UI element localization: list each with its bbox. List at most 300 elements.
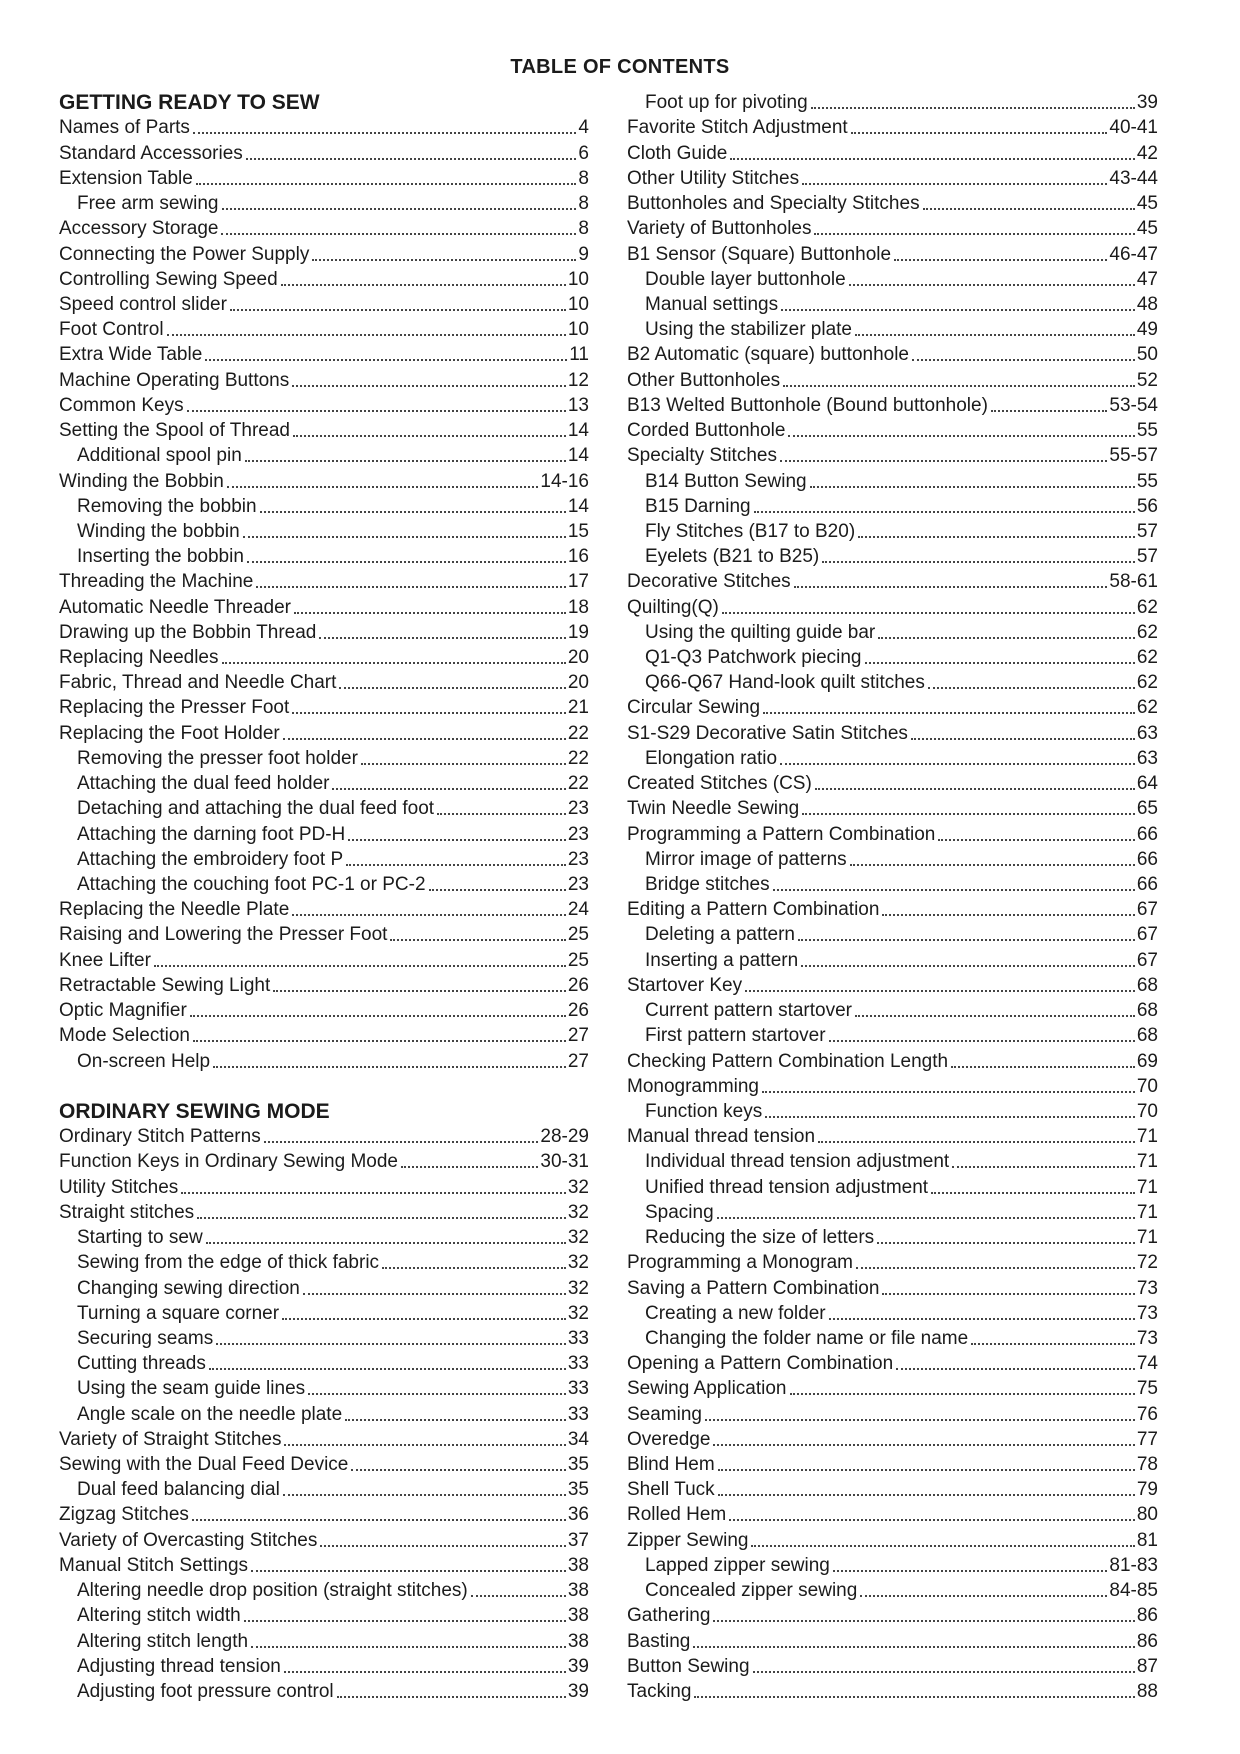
toc-subentry[interactable] (627, 316, 1158, 341)
toc-entry-page: 84-85 (1109, 1580, 1158, 1602)
dot-leader (283, 738, 566, 740)
toc-entry-page: 71 (1136, 1176, 1158, 1198)
toc-entry-label: Straight stitches (59, 1201, 195, 1223)
toc-column-right (627, 89, 1158, 1703)
toc-entry[interactable] (627, 139, 1158, 164)
toc-subentry[interactable] (59, 1577, 589, 1602)
toc-entry-page: 28-29 (540, 1126, 589, 1148)
toc-entry-page: 39 (567, 1655, 589, 1677)
toc-entry[interactable] (627, 1602, 1158, 1627)
toc-entry-label: On-screen Help (77, 1050, 211, 1072)
dot-leader (308, 1393, 566, 1395)
toc-entry-page: 67 (1136, 924, 1158, 946)
toc-entry-label: Foot Control (59, 319, 164, 341)
toc-entry[interactable] (59, 997, 589, 1022)
toc-entry-label: Automatic Needle Threader (59, 596, 291, 618)
toc-subentry[interactable] (627, 619, 1158, 644)
toc-entry[interactable] (59, 946, 589, 971)
toc-subentry[interactable] (627, 1098, 1158, 1123)
toc-entry[interactable] (627, 1274, 1158, 1299)
toc-entry-label: Utility Stitches (59, 1176, 179, 1198)
toc-subentry[interactable] (59, 745, 589, 770)
toc-subentry[interactable] (627, 291, 1158, 316)
dot-leader (931, 1192, 1135, 1194)
dot-leader (745, 990, 1135, 992)
toc-subentry[interactable] (59, 1476, 589, 1501)
toc-entry-label: Angle scale on the needle plate (77, 1403, 343, 1425)
toc-entry[interactable] (59, 467, 589, 492)
dot-leader (860, 1595, 1107, 1597)
toc-subentry[interactable] (59, 1047, 589, 1072)
toc-entry-label: Drawing up the Bobbin Thread (59, 621, 317, 643)
toc-subentry[interactable] (59, 190, 589, 215)
toc-entry[interactable] (59, 694, 589, 719)
toc-entry-label: Button Sewing (627, 1655, 750, 1677)
toc-subentry[interactable] (59, 518, 589, 543)
toc-entry-page: 73 (1136, 1302, 1158, 1324)
dot-leader (294, 612, 566, 614)
toc-entry-page: 23 (567, 874, 589, 895)
toc-entry[interactable] (59, 139, 589, 164)
toc-subentry[interactable] (627, 745, 1158, 770)
toc-entry-label: B14 Button Sewing (645, 470, 807, 492)
dot-leader (794, 586, 1108, 588)
toc-entry[interactable] (627, 770, 1158, 795)
toc-subentry[interactable] (59, 1224, 589, 1249)
toc-entry-page: 26 (567, 1000, 589, 1022)
toc-entry-page: 81 (1136, 1529, 1158, 1551)
toc-entry-page: 71 (1136, 1151, 1158, 1173)
toc-subentry[interactable] (59, 1400, 589, 1425)
toc-subentry[interactable] (59, 846, 589, 871)
toc-entry-label: Twin Needle Sewing (627, 798, 800, 820)
toc-entry-label: Tacking (627, 1681, 692, 1702)
toc-subentry[interactable] (627, 1552, 1158, 1577)
toc-entry-label: Extra Wide Table (59, 344, 203, 366)
toc-entry-label: Unified thread tension adjustment (645, 1176, 929, 1198)
toc-entry[interactable] (59, 896, 589, 921)
dot-leader (781, 309, 1135, 311)
toc-entry-page: 39 (1136, 92, 1158, 114)
toc-entry-label: Checking Pattern Combination Length (627, 1050, 949, 1072)
dot-leader (811, 107, 1135, 109)
toc-entry-label: Created Stitches (CS) (627, 773, 812, 795)
toc-subentry[interactable] (627, 871, 1158, 896)
toc-subentry[interactable] (627, 1199, 1158, 1224)
toc-entry[interactable] (59, 1199, 589, 1224)
toc-subentry[interactable] (627, 1022, 1158, 1047)
toc-entry-page: 45 (1136, 218, 1158, 240)
section-heading-label: GETTING READY TO SEW (59, 91, 320, 115)
toc-subentry[interactable] (627, 1325, 1158, 1350)
toc-entry-page: 14 (567, 445, 589, 467)
dot-leader (730, 158, 1135, 160)
toc-subentry[interactable] (59, 493, 589, 518)
toc-entry-label: Favorite Stitch Adjustment (627, 117, 848, 139)
toc-subentry[interactable] (627, 493, 1158, 518)
dot-leader (245, 460, 566, 462)
toc-entry-label: Altering needle drop position (straight stitches) (77, 1580, 468, 1602)
toc-entry-page: 70 (1136, 1100, 1158, 1122)
toc-subentry[interactable] (627, 1173, 1158, 1198)
toc-entry-page: 8 (578, 218, 589, 240)
toc-entry-page: 70 (1136, 1075, 1158, 1097)
toc-entry-page: 8 (578, 193, 589, 215)
dot-leader (209, 1368, 566, 1370)
toc-entry-page: 32 (567, 1277, 589, 1299)
toc-entry[interactable] (627, 1678, 1158, 1703)
toc-entry-label: Threading the Machine (59, 571, 254, 593)
toc-entry-page: 62 (1136, 672, 1158, 694)
dot-leader (282, 1318, 566, 1320)
toc-entry[interactable] (627, 1526, 1158, 1551)
toc-entry-label: Winding the Bobbin (59, 470, 224, 492)
toc-subentry[interactable] (59, 820, 589, 845)
toc-entry[interactable] (59, 291, 589, 316)
toc-subentry[interactable] (627, 1577, 1158, 1602)
dot-leader (850, 864, 1135, 866)
dot-leader (991, 410, 1107, 412)
toc-entry[interactable] (59, 1426, 589, 1451)
toc-entry-page: 68 (1136, 1000, 1158, 1022)
toc-entry-label: Function Keys in Ordinary Sewing Mode (59, 1151, 398, 1173)
toc-subentry[interactable] (627, 997, 1158, 1022)
toc-entry-page: 50 (1136, 344, 1158, 366)
dot-leader (754, 511, 1135, 513)
toc-entry-page: 33 (567, 1353, 589, 1375)
toc-entry[interactable] (627, 240, 1158, 265)
dot-leader (293, 435, 566, 437)
toc-subentry[interactable] (59, 770, 589, 795)
dot-leader (780, 763, 1135, 765)
toc-entry-page: 80 (1136, 1504, 1158, 1526)
dot-leader (951, 1066, 1135, 1068)
dot-leader (833, 1570, 1108, 1572)
toc-subentry[interactable] (59, 795, 589, 820)
toc-subentry[interactable] (627, 518, 1158, 543)
toc-entry-page: 36 (567, 1504, 589, 1526)
toc-entry[interactable] (59, 921, 589, 946)
toc-entry-page: 14 (567, 495, 589, 517)
toc-entry-label: Decorative Stitches (627, 571, 791, 593)
toc-entry[interactable] (627, 568, 1158, 593)
toc-entry-page: 35 (567, 1454, 589, 1476)
toc-entry[interactable] (627, 215, 1158, 240)
dot-leader (894, 259, 1107, 261)
toc-entry[interactable] (59, 1148, 589, 1173)
toc-entry[interactable] (627, 1123, 1158, 1148)
toc-entry-page: 67 (1136, 899, 1158, 921)
toc-subentry[interactable] (59, 1602, 589, 1627)
toc-entry[interactable] (59, 568, 589, 593)
toc-entry-label: Common Keys (59, 394, 184, 416)
toc-subentry[interactable] (59, 1627, 589, 1652)
toc-subentry[interactable] (627, 946, 1158, 971)
toc-subentry[interactable] (627, 921, 1158, 946)
dot-leader (722, 612, 1135, 614)
toc-entry-label: Using the stabilizer plate (645, 319, 852, 341)
toc-entry[interactable] (59, 316, 589, 341)
toc-entry-label: Lapped zipper sewing (645, 1554, 830, 1576)
toc-entry[interactable] (59, 593, 589, 618)
toc-entry[interactable] (627, 1047, 1158, 1072)
toc-entry-page: 66 (1136, 823, 1158, 845)
toc-entry[interactable] (627, 896, 1158, 921)
toc-entry-label: Raising and Lowering the Presser Foot (59, 924, 388, 946)
toc-entry[interactable] (59, 669, 589, 694)
toc-entry-label: Cutting threads (77, 1353, 206, 1375)
toc-entry-page: 37 (567, 1529, 589, 1551)
dot-leader (878, 637, 1135, 639)
dot-leader (788, 435, 1134, 437)
toc-entry-label: Changing the folder name or file name (645, 1327, 969, 1349)
toc-entry-label: Retractable Sewing Light (59, 974, 271, 996)
dot-leader (822, 561, 1135, 563)
toc-entry[interactable] (627, 1653, 1158, 1678)
toc-entry[interactable] (59, 1501, 589, 1526)
toc-entry[interactable] (627, 820, 1158, 845)
toc-entry[interactable] (627, 190, 1158, 215)
toc-entry-label: Concealed zipper sewing (645, 1580, 858, 1602)
toc-entry-page: 27 (567, 1025, 589, 1047)
toc-entry-label: Accessory Storage (59, 218, 219, 240)
toc-subentry[interactable] (59, 1678, 589, 1703)
dot-leader (858, 536, 1135, 538)
toc-entry-page: 14-16 (540, 470, 589, 492)
toc-entry-label: Attaching the embroidery foot P (77, 848, 344, 870)
toc-entry-page: 22 (567, 773, 589, 795)
toc-subentry[interactable] (627, 669, 1158, 694)
toc-entry[interactable] (627, 114, 1158, 139)
toc-entry-label: Altering stitch width (77, 1605, 241, 1627)
toc-entry-label: B15 Darning (645, 495, 751, 517)
dot-leader (339, 687, 565, 689)
toc-entry-label: Replacing the Needle Plate (59, 899, 290, 921)
toc-entry-page: 35 (567, 1479, 589, 1501)
toc-entry[interactable] (59, 165, 589, 190)
dot-leader (814, 233, 1134, 235)
toc-entry-page: 78 (1136, 1454, 1158, 1476)
toc-entry-label: Individual thread tension adjustment (645, 1151, 950, 1173)
dot-leader (283, 1494, 566, 1496)
dot-leader (284, 1444, 565, 1446)
toc-entry[interactable] (627, 719, 1158, 744)
toc-entry-label: Winding the bobbin (77, 520, 240, 542)
dot-leader (346, 864, 566, 866)
dot-leader (694, 1696, 1134, 1698)
dot-leader (193, 132, 576, 134)
toc-column-left (59, 89, 589, 1703)
page-title: TABLE OF CONTENTS (510, 56, 730, 78)
toc-subentry[interactable] (627, 89, 1158, 114)
toc-entry-label: Q1-Q3 Patchwork piecing (645, 647, 862, 669)
dot-leader (401, 1166, 538, 1168)
toc-entry[interactable] (59, 366, 589, 391)
toc-entry-page: 17 (567, 571, 589, 593)
toc-entry[interactable] (627, 165, 1158, 190)
toc-subentry[interactable] (59, 1300, 589, 1325)
toc-entry-page: 32 (567, 1302, 589, 1324)
toc-entry-page: 23 (567, 823, 589, 845)
toc-entry-label: Using the seam guide lines (77, 1378, 306, 1400)
toc-entry-label: Attaching the darning foot PD-H (77, 823, 346, 845)
toc-entry-page: 21 (567, 697, 589, 719)
toc-subentry[interactable] (627, 543, 1158, 568)
toc-entry-label: Machine Operating Buttons (59, 369, 290, 391)
dot-leader (303, 1293, 566, 1295)
toc-entry-label: Zipper Sewing (627, 1529, 749, 1551)
toc-entry-label: Speed control slider (59, 293, 227, 315)
toc-subentry[interactable] (59, 871, 589, 896)
toc-entry[interactable] (59, 266, 589, 291)
toc-entry[interactable] (59, 341, 589, 366)
toc-entry[interactable] (627, 972, 1158, 997)
toc-subentry[interactable] (627, 846, 1158, 871)
toc-subentry[interactable] (627, 1300, 1158, 1325)
dot-leader (773, 889, 1135, 891)
toc-subentry[interactable] (59, 1249, 589, 1274)
toc-entry-label: Setting the Spool of Thread (59, 420, 290, 442)
toc-entry[interactable] (59, 619, 589, 644)
dot-leader (181, 1192, 566, 1194)
dot-leader (332, 788, 565, 790)
toc-subentry[interactable] (627, 1148, 1158, 1173)
toc-entry[interactable] (627, 1627, 1158, 1652)
toc-entry-page: 24 (567, 899, 589, 921)
toc-entry[interactable] (59, 1451, 589, 1476)
toc-entry-label: Connecting the Power Supply (59, 243, 310, 265)
toc-entry-label: Starting to sew (77, 1227, 203, 1249)
toc-entry-page: 64 (1136, 773, 1158, 795)
toc-entry[interactable] (627, 1501, 1158, 1526)
dot-leader (190, 1015, 566, 1017)
toc-subentry[interactable] (59, 1274, 589, 1299)
toc-entry[interactable] (59, 417, 589, 442)
toc-entry-page: 16 (567, 546, 589, 568)
toc-entry-page: 12 (567, 369, 589, 391)
dot-leader (206, 1242, 566, 1244)
toc-subentry[interactable] (627, 1224, 1158, 1249)
toc-entry[interactable] (59, 1552, 589, 1577)
toc-entry-label: Controlling Sewing Speed (59, 268, 278, 290)
toc-entry-label: Reducing the size of letters (645, 1227, 875, 1249)
dot-leader (693, 1646, 1134, 1648)
toc-subentry[interactable] (59, 1653, 589, 1678)
toc-entry[interactable] (59, 114, 589, 139)
toc-entry-label: Free arm sewing (77, 193, 219, 215)
dot-leader (251, 1570, 566, 1572)
dot-leader (751, 1545, 1134, 1547)
toc-subentry[interactable] (59, 1350, 589, 1375)
toc-entry[interactable] (627, 1400, 1158, 1425)
toc-entry[interactable] (59, 215, 589, 240)
dot-leader (246, 158, 577, 160)
toc-entry-label: Other Utility Stitches (627, 167, 800, 189)
toc-entry[interactable] (627, 1350, 1158, 1375)
dot-leader (361, 763, 566, 765)
toc-entry-label: Securing seams (77, 1327, 214, 1349)
toc-entry-page: 42 (1136, 142, 1158, 164)
toc-entry[interactable] (627, 1249, 1158, 1274)
toc-entry[interactable] (59, 240, 589, 265)
toc-subentry[interactable] (59, 1375, 589, 1400)
toc-entry-page: 25 (567, 949, 589, 971)
toc-entry[interactable] (59, 1526, 589, 1551)
toc-entry[interactable] (59, 1022, 589, 1047)
toc-subentry[interactable] (59, 442, 589, 467)
toc-entry[interactable] (627, 341, 1158, 366)
toc-entry-label: Removing the bobbin (77, 495, 257, 517)
toc-entry-page: 8 (578, 167, 589, 189)
dot-leader (292, 385, 566, 387)
toc-entry-page: 88 (1136, 1681, 1158, 1702)
toc-entry-page: 46-47 (1109, 243, 1158, 265)
toc-entry-page: 57 (1136, 546, 1158, 568)
toc-subentry[interactable] (59, 543, 589, 568)
dot-leader (345, 1419, 566, 1421)
toc-entry[interactable] (627, 1451, 1158, 1476)
dot-leader (260, 511, 566, 513)
section-heading-label: ORDINARY SEWING MODE (59, 1099, 330, 1123)
toc-entry-label: Additional spool pin (77, 445, 242, 467)
toc-entry[interactable] (627, 1073, 1158, 1098)
toc-entry[interactable] (627, 694, 1158, 719)
toc-entry[interactable] (59, 1173, 589, 1198)
toc-entry[interactable] (59, 972, 589, 997)
toc-entry[interactable] (627, 593, 1158, 618)
toc-entry[interactable] (627, 795, 1158, 820)
toc-entry[interactable] (627, 392, 1158, 417)
toc-entry-label: Optic Magnifier (59, 1000, 187, 1022)
toc-entry-label: Attaching the couching foot PC-1 or PC-2 (77, 874, 426, 895)
toc-entry-page: 49 (1136, 319, 1158, 341)
toc-entry[interactable] (59, 392, 589, 417)
toc-entry-page: 48 (1136, 293, 1158, 315)
toc-entry[interactable] (59, 1123, 589, 1148)
toc-entry[interactable] (627, 1426, 1158, 1451)
toc-entry-page: 22 (567, 722, 589, 744)
toc-subentry[interactable] (627, 266, 1158, 291)
toc-entry-label: Manual settings (645, 293, 779, 315)
toc-entry-page: 23 (567, 798, 589, 820)
toc-entry[interactable] (627, 417, 1158, 442)
toc-entry-label: Q66-Q67 Hand-look quilt stitches (645, 672, 925, 694)
toc-entry-page: 10 (567, 319, 589, 341)
toc-entry-label: Creating a new folder (645, 1302, 826, 1324)
toc-entry[interactable] (627, 1375, 1158, 1400)
toc-entry[interactable] (59, 644, 589, 669)
toc-entry-label: Manual Stitch Settings (59, 1554, 249, 1576)
toc-subentry[interactable] (627, 467, 1158, 492)
dot-leader (849, 284, 1135, 286)
toc-entry[interactable] (627, 366, 1158, 391)
toc-entry[interactable] (627, 442, 1158, 467)
toc-entry-label: Function keys (645, 1100, 763, 1122)
dot-leader (713, 1444, 1134, 1446)
toc-entry-page: 77 (1136, 1428, 1158, 1450)
toc-subentry[interactable] (627, 644, 1158, 669)
toc-entry-page: 62 (1136, 647, 1158, 669)
toc-entry[interactable] (59, 719, 589, 744)
toc-subentry[interactable] (59, 1325, 589, 1350)
dot-leader (244, 1620, 566, 1622)
dot-leader (205, 359, 567, 361)
toc-entry-label: Blind Hem (627, 1454, 715, 1476)
dot-leader (912, 359, 1135, 361)
toc-entry[interactable] (627, 1476, 1158, 1501)
toc-entry-label: Detaching and attaching the dual feed foot (77, 798, 435, 820)
toc-entry-page: 57 (1136, 520, 1158, 542)
